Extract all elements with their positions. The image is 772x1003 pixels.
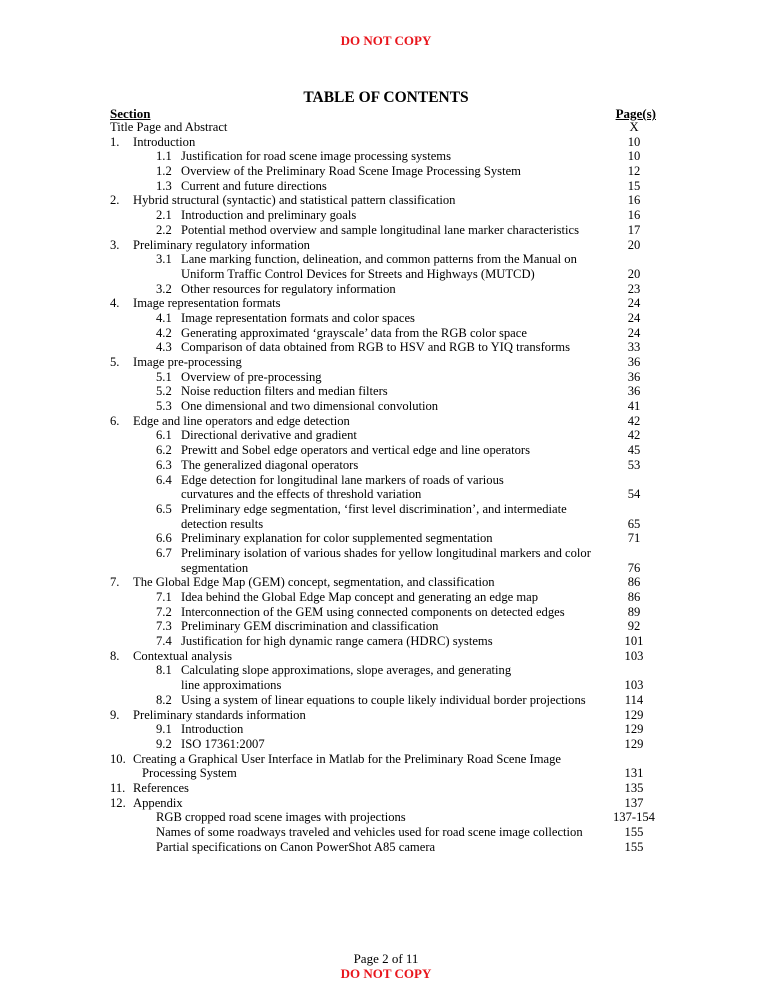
toc-entry-title: Generating approximated ‘grayscale’ data from the RGB color space <box>181 325 527 340</box>
page-footer: Page 2 of 11 <box>353 951 419 966</box>
toc-entry-title: References <box>133 780 189 795</box>
toc-entry-title: Potential method overview and sample longitudinal lane marker characteristics <box>181 222 579 237</box>
toc-section-number: 4.3 <box>156 340 172 355</box>
toc-row <box>0 605 772 620</box>
toc-section-number: 11. <box>110 780 126 795</box>
toc-row <box>0 590 772 605</box>
toc-entry-title: Interconnection of the GEM using connected components on detected edges <box>181 604 565 619</box>
toc-section-number: 5.2 <box>156 384 172 399</box>
toc-section-number: 6. <box>110 413 120 428</box>
toc-entry-title: Partial specifications on Canon PowerShot A85 camera <box>156 839 436 854</box>
toc-page-number: 103 <box>624 648 644 663</box>
toc-row <box>0 693 772 708</box>
toc-section-number: 5.3 <box>156 399 172 414</box>
toc-page-number: 89 <box>627 604 641 619</box>
toc-page-number: 155 <box>624 825 644 839</box>
toc-entry-title: Preliminary explanation for color supplemented segmentation <box>181 531 493 546</box>
toc-entry-title: Creating a Graphical User Interface in Matlab for the Preliminary Road Scene Image <box>133 751 562 766</box>
toc-row <box>0 399 772 414</box>
toc-page-number: 129 <box>624 736 644 751</box>
toc-row <box>0 193 772 208</box>
toc-entry-title: Directional derivative and gradient <box>181 428 357 443</box>
toc-entry-title: Introduction and preliminary goals <box>181 208 357 223</box>
toc-entry-title: detection results <box>181 516 264 531</box>
toc-row <box>0 678 772 693</box>
toc-row <box>0 708 772 723</box>
toc-page-number: 24 <box>627 310 641 325</box>
toc-entry-title: Title Page and Abstract <box>110 120 228 134</box>
toc-section-number: 4.2 <box>156 325 172 340</box>
toc-page-number: 10 <box>627 149 641 164</box>
toc-page-number: 16 <box>627 193 641 208</box>
toc-section-number: 2.2 <box>156 222 172 237</box>
toc-section-number: 5.1 <box>156 369 172 384</box>
toc-entry-title: Preliminary regulatory information <box>133 237 310 252</box>
toc-row <box>0 619 772 634</box>
toc-section-number: 1.3 <box>156 178 172 193</box>
toc-row <box>0 296 772 311</box>
toc-row <box>0 267 772 282</box>
do-not-copy-stamp-top: DO NOT COPY <box>340 33 432 48</box>
toc-row <box>0 634 772 649</box>
toc-row <box>0 546 772 561</box>
toc-entry-title: segmentation <box>181 560 249 575</box>
toc-entry-title: Names of some roadways traveled and vehicles used for road scene image collection <box>156 825 583 839</box>
do-not-copy-stamp-bottom: DO NOT COPY <box>340 966 432 981</box>
toc-row <box>0 502 772 517</box>
toc-row <box>0 722 772 737</box>
page-title: TABLE OF CONTENTS <box>303 89 469 106</box>
toc-page-number: 92 <box>627 619 641 634</box>
toc-page-number: 65 <box>627 516 641 531</box>
toc-row <box>0 282 772 297</box>
toc-page-number: 36 <box>627 355 641 369</box>
toc-section-number: 7. <box>110 575 120 590</box>
toc-entry-title: Introduction <box>133 134 196 149</box>
toc-entry-title: curvatures and the effects of threshold variation <box>181 487 422 502</box>
toc-section-number: 10. <box>110 751 126 766</box>
toc-section-number: 3. <box>110 237 120 252</box>
toc-entry-title: Justification for high dynamic range camera (HDRC) systems <box>181 634 493 649</box>
toc-list <box>0 120 772 854</box>
toc-row <box>0 428 772 443</box>
toc-row <box>0 796 772 811</box>
toc-page-number: 15 <box>627 178 641 193</box>
toc-page-number: 129 <box>624 722 644 737</box>
toc-section-number: 4.1 <box>156 310 172 325</box>
toc-row <box>0 120 772 135</box>
toc-page-number: 24 <box>627 325 641 340</box>
toc-section-number: 8.1 <box>156 663 172 678</box>
toc-entry-title: One dimensional and two dimensional convolution <box>181 399 439 414</box>
toc-page-number: 36 <box>627 369 641 384</box>
toc-row <box>0 149 772 164</box>
toc-section-number: 1.1 <box>156 149 172 164</box>
toc-row <box>0 443 772 458</box>
toc-section-number: 7.4 <box>156 634 172 649</box>
toc-page-number: 131 <box>624 766 644 781</box>
toc-row <box>0 561 772 576</box>
toc-section-number: 3.1 <box>156 252 172 267</box>
toc-entry-title: Image pre-processing <box>133 355 242 369</box>
toc-entry-title: Introduction <box>181 722 244 737</box>
toc-entry-title: RGB cropped road scene images with projections <box>156 810 406 825</box>
toc-section-number: 6.1 <box>156 428 172 443</box>
toc-entry-title: Current and future directions <box>181 178 327 193</box>
toc-row <box>0 781 772 796</box>
toc-row <box>0 473 772 488</box>
toc-row <box>0 531 772 546</box>
toc-row <box>0 663 772 678</box>
toc-section-number: 6.5 <box>156 501 172 516</box>
toc-entry-title: Comparison of data obtained from RGB to HSV and RGB to YIQ transforms <box>181 340 570 355</box>
toc-entry-title: Image representation formats and color spaces <box>181 310 415 325</box>
toc-row <box>0 208 772 223</box>
toc-page-number: 76 <box>627 560 641 575</box>
toc-entry-title: Image representation formats <box>133 296 281 311</box>
toc-entry-title: Preliminary GEM discrimination and classification <box>181 619 439 634</box>
toc-section-number: 7.2 <box>156 604 172 619</box>
toc-entry-title: Using a system of linear equations to couple likely individual border projections <box>181 692 586 707</box>
toc-section-number: 3.2 <box>156 281 172 296</box>
toc-page-number: 101 <box>624 634 644 649</box>
toc-section-number: 12. <box>110 795 126 810</box>
toc-entry-title: Processing System <box>142 766 237 781</box>
toc-page-number: 137-154 <box>613 810 655 825</box>
toc-row <box>0 458 772 473</box>
toc-page-number: 33 <box>627 340 641 355</box>
toc-entry-title: Preliminary standards information <box>133 707 306 722</box>
toc-entry-title: Lane marking function, delineation, and common patterns from the Manual on <box>181 252 577 267</box>
toc-row <box>0 766 772 781</box>
toc-page-number: 114 <box>624 692 644 707</box>
toc-section-number: 1. <box>110 134 120 149</box>
toc-row <box>0 825 772 840</box>
toc-page-number: 86 <box>627 575 641 590</box>
toc-entry-title: Edge detection for longitudinal lane markers of roads of various <box>181 472 504 487</box>
toc-entry-title: Other resources for regulatory information <box>181 281 396 296</box>
toc-page-number: 36 <box>627 384 641 399</box>
toc-page-number: 53 <box>627 457 641 472</box>
toc-row <box>0 252 772 267</box>
toc-row <box>0 223 772 238</box>
toc-page-number: 129 <box>624 707 644 722</box>
toc-row <box>0 575 772 590</box>
toc-row <box>0 810 772 825</box>
toc-page-number: 10 <box>627 134 641 149</box>
toc-page-number: 86 <box>627 590 641 604</box>
toc-page-number: 155 <box>624 839 644 854</box>
toc-section-number: 9. <box>110 707 120 722</box>
toc-section-number: 2.1 <box>156 208 172 223</box>
toc-page-number: X <box>629 120 639 134</box>
toc-row <box>0 737 772 752</box>
toc-entry-title: Noise reduction filters and median filters <box>181 384 388 399</box>
toc-entry-title: Calculating slope approximations, slope averages, and generating <box>181 663 512 678</box>
toc-section-number: 9.1 <box>156 722 172 737</box>
toc-entry-title: Overview of the Preliminary Road Scene Image Processing System <box>181 164 521 179</box>
toc-section-number: 8. <box>110 648 120 663</box>
toc-entry-title: ISO 17361:2007 <box>181 736 265 751</box>
toc-page-number: 16 <box>627 208 641 223</box>
toc-section-number: 6.3 <box>156 457 172 472</box>
toc-section-number: 5. <box>110 355 120 369</box>
toc-page-number: 54 <box>627 487 641 502</box>
toc-entry-title: Idea behind the Global Edge Map concept and generating an edge map <box>181 590 539 604</box>
toc-row <box>0 179 772 194</box>
toc-row <box>0 340 772 355</box>
toc-entry-title: Justification for road scene image processing systems <box>181 149 451 164</box>
toc-section-number: 8.2 <box>156 692 172 707</box>
toc-row <box>0 164 772 179</box>
toc-entry-title: Hybrid structural (syntactic) and statistical pattern classification <box>133 193 456 208</box>
toc-row <box>0 840 772 855</box>
toc-row <box>0 326 772 341</box>
toc-entry-title: The generalized diagonal operators <box>181 457 359 472</box>
toc-row <box>0 370 772 385</box>
toc-section-number: 6.6 <box>156 531 172 546</box>
toc-page-number: 12 <box>627 164 641 179</box>
toc-section-number: 6.4 <box>156 472 172 487</box>
toc-page-number: 71 <box>627 531 641 546</box>
toc-page-number: 20 <box>627 266 641 281</box>
toc-page-number: 42 <box>627 413 641 428</box>
toc-section-number: 6.2 <box>156 443 172 458</box>
toc-row <box>0 311 772 326</box>
toc-row <box>0 517 772 532</box>
toc-section-number: 1.2 <box>156 164 172 179</box>
toc-row <box>0 135 772 150</box>
toc-row <box>0 414 772 429</box>
toc-entry-title: line approximations <box>181 678 282 693</box>
toc-section-number: 4. <box>110 296 120 311</box>
toc-entry-title: Appendix <box>133 795 183 810</box>
toc-section-number: 2. <box>110 193 120 208</box>
toc-entry-title: The Global Edge Map (GEM) concept, segmentation, and classification <box>133 575 495 590</box>
toc-row <box>0 238 772 253</box>
toc-section-number: 9.2 <box>156 736 172 751</box>
toc-row <box>0 355 772 370</box>
toc-row <box>0 487 772 502</box>
toc-entry-title: Edge and line operators and edge detection <box>133 413 350 428</box>
toc-section-number: 6.7 <box>156 545 172 560</box>
toc-row <box>0 384 772 399</box>
toc-page-number: 23 <box>627 281 641 296</box>
toc-page-number: 42 <box>627 428 641 443</box>
toc-row <box>0 649 772 664</box>
toc-page-number: 45 <box>627 443 641 458</box>
toc-page-number: 20 <box>627 237 641 252</box>
toc-page-number: 103 <box>624 678 644 693</box>
toc-row <box>0 752 772 767</box>
toc-page-number: 135 <box>624 780 644 795</box>
section-column-header: Section <box>110 106 151 121</box>
toc-entry-title: Uniform Traffic Control Devices for Streets and Highways (MUTCD) <box>181 266 535 281</box>
toc-section-number: 7.1 <box>156 590 172 604</box>
toc-entry-title: Contextual analysis <box>133 648 232 663</box>
toc-entry-title: Overview of pre-processing <box>181 369 322 384</box>
toc-entry-title: Preliminary isolation of various shades for yellow longitudinal markers and color <box>181 545 591 560</box>
toc-page-number: 24 <box>627 296 641 311</box>
pages-column-header: Page(s) <box>615 106 656 121</box>
toc-entry-title: Prewitt and Sobel edge operators and vertical edge and line operators <box>181 443 531 458</box>
toc-page-number: 17 <box>627 222 641 237</box>
toc-page-number: 137 <box>624 795 644 810</box>
toc-section-number: 7.3 <box>156 619 172 634</box>
toc-entry-title: Preliminary edge segmentation, ‘first level discrimination’, and intermediate <box>181 501 567 516</box>
toc-page-number: 41 <box>627 399 641 414</box>
